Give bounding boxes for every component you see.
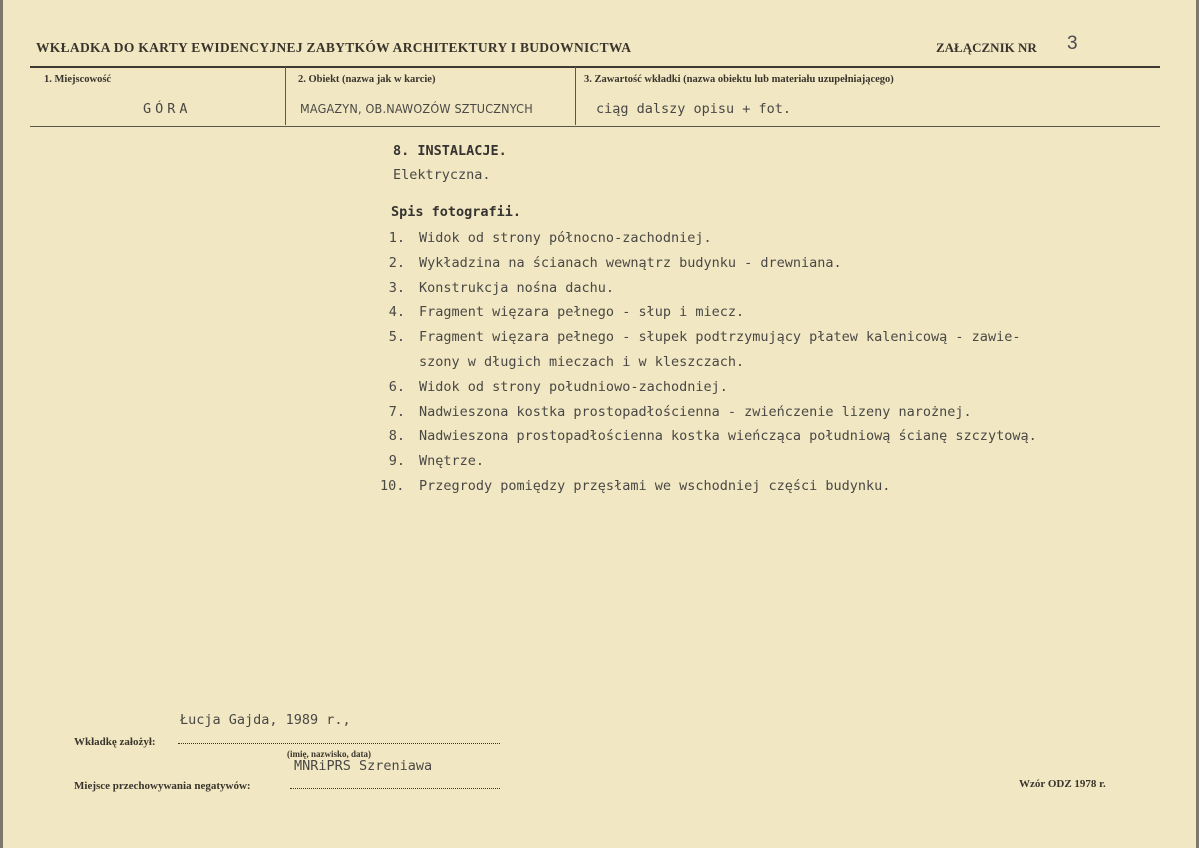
header-rule (30, 66, 1160, 68)
content-value: ciąg dalszy opisu + fot. (596, 101, 792, 117)
section-heading: 8. INSTALACJE. (393, 143, 507, 159)
field-divider-1 (285, 67, 286, 125)
photo-item-number: 6. (388, 379, 405, 395)
content-label: 3. Zawartość wkładki (nazwa obiektu lub materiału uzupełniającego) (584, 74, 894, 85)
attachment-label: ZAŁĄCZNIK NR (936, 40, 1037, 55)
author-line (178, 743, 500, 744)
photo-item-text: Fragment więzara pełnego - słupek podtrzymujący płatew kalenicową - zawie- (419, 329, 1021, 345)
locality-value: GÓRA (143, 101, 192, 117)
installation-type: Elektryczna. (393, 167, 491, 183)
field-divider-2 (575, 67, 576, 125)
author-sublabel: (imię, nazwisko, data) (287, 749, 371, 759)
photo-item-number: 8. (388, 428, 405, 444)
photo-item-text: Konstrukcja nośna dachu. (419, 280, 615, 296)
photo-item-text: Wnętrze. (419, 453, 485, 469)
photo-item-text: Nadwieszona kostka prostopadłościenna - zwieńczenie lizeny narożnej. (419, 404, 972, 420)
photo-item-number: 9. (388, 453, 405, 469)
form-code: Wzór ODZ 1978 r. (1019, 778, 1106, 790)
photo-item-number: 5. (388, 329, 405, 345)
photo-item-number: 2. (388, 255, 405, 271)
photo-list-heading: Spis fotografii. (391, 204, 522, 220)
photo-item-number: 10. (380, 478, 405, 494)
photo-item-number: 4. (388, 304, 405, 320)
author-label: Wkładkę założył: (74, 736, 156, 748)
card-left-edge (0, 0, 3, 848)
locality-label: 1. Miejscowość (44, 74, 112, 85)
attachment-number: 3 (1067, 33, 1078, 54)
storage-label: Miejsce przechowywania negatywów: (74, 780, 251, 792)
photo-item-text: Widok od strony północno-zachodniej. (419, 230, 712, 246)
photo-item-text: Wykładzina na ścianach wewnątrz budynku - drewniana. (419, 255, 842, 271)
photo-item-text: szony w długich mieczach i w kleszczach. (419, 354, 745, 370)
form-title: WKŁADKA DO KARTY EWIDENCYJNEJ ZABYTKÓW ARCHITEKTURY I BUDOWNICTWA (36, 40, 632, 55)
object-value: MAGAZYN, OB.NAWOZÓW SZTUCZNYCH (300, 101, 533, 116)
photo-item-text: Widok od strony południowo-zachodniej. (419, 379, 728, 395)
author-value: Łucja Gajda, 1989 r., (180, 712, 351, 728)
fields-bottom-rule (30, 126, 1160, 127)
storage-line (290, 788, 500, 789)
photo-item-text: Fragment więzara pełnego - słup i miecz. (419, 304, 745, 320)
photo-item-text: Nadwieszona prostopadłościenna kostka wieńcząca południową ścianę szczytową. (419, 428, 1037, 444)
photo-item-number: 3. (388, 280, 405, 296)
photo-item-text: Przegrody pomiędzy przęsłami we wschodniej części budynku. (419, 478, 891, 494)
object-label: 2. Obiekt (nazwa jak w karcie) (298, 74, 436, 85)
photo-item-number: 1. (388, 230, 405, 246)
storage-value: MNRiPRS Szreniawa (294, 758, 433, 774)
photo-item-number: 7. (388, 404, 405, 420)
